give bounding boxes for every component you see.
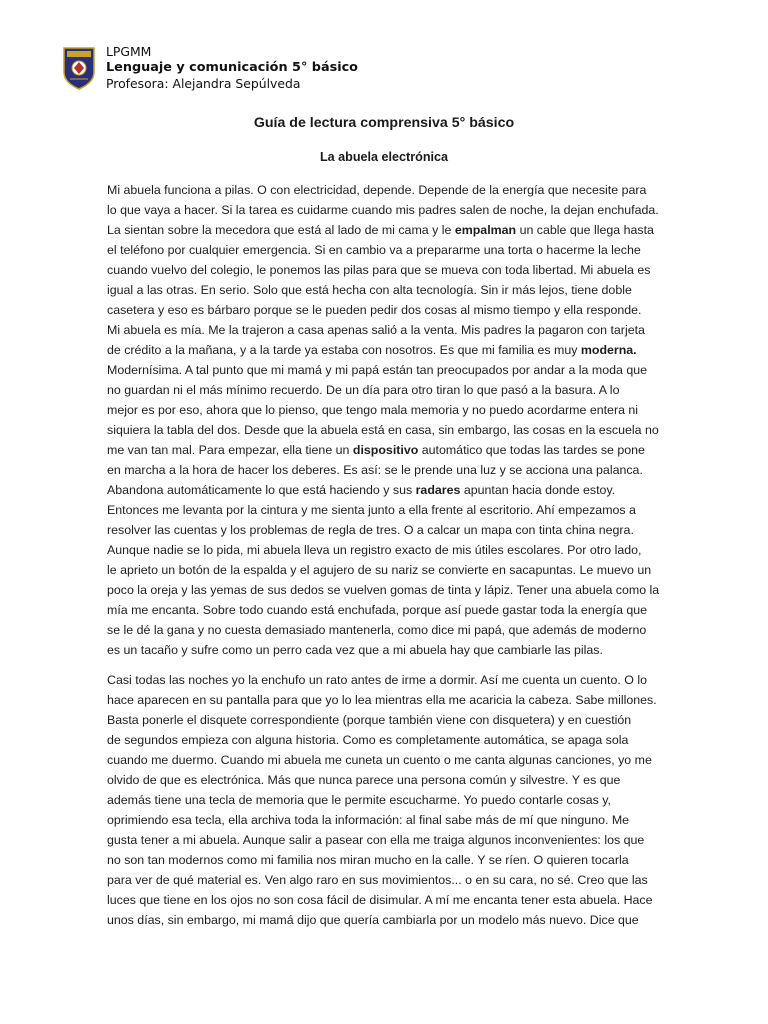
text-line [107,200,663,220]
school-crest-icon [62,46,96,90]
text-segment: Mi abuela funciona a pilas. O con electricidad, depende. Depende de la energía que necesite para [107,183,647,197]
text-segment: Abandona automáticamente lo que está haciendo y sus [107,483,416,497]
text-segment: Modernísima. A tal punto que mi mamá y mi papá están tan preocupados por andar a la moda que [107,363,648,377]
text-line [107,850,663,870]
text-segment: mía me encanta. Sobre todo cuando está enchufada, porque así puede gastar toda la energía que [107,603,648,617]
school-info [106,44,358,92]
text-line [107,810,663,830]
text-segment: cuando vuelvo del colegio, le ponemos las pilas para que se mueva con toda libertad. Mi abuela es [107,263,651,277]
text-segment: Aunque nadie se lo pida, mi abuela lleva un registro exacto de mis útiles escolares. Por otro lado, [107,543,642,557]
text-segment: casetera y eso es bárbaro porque se le pueden pedir dos cosas al mismo tiempo y ella responde. [107,303,642,317]
text-line [107,890,663,910]
text-segment: apuntan hacia donde estoy. [460,483,616,497]
text-line [107,460,663,480]
text-line [107,710,663,730]
bold-keyword: dispositivo [352,443,419,457]
teacher-name: Profesora: Alejandra Sepúlveda [106,76,301,91]
text-line [107,730,663,750]
text-line [107,340,663,360]
text-line [107,910,663,930]
text-line [107,500,663,520]
text-line [107,520,663,540]
text-segment: me van tan mal. Para empezar, ella tiene un [107,443,353,457]
text-segment: además tiene una tecla de memoria que le permite escucharme. Yo puedo contarle cosas y, [107,793,611,807]
text-line [107,620,663,640]
text-line [107,640,663,660]
text-segment: Basta ponerle el disquete correspondiente (porque también viene con disquetera) y en cuestión [107,713,632,727]
text-line [107,360,663,380]
story-body [107,180,663,940]
story-paragraph [107,180,663,660]
text-segment: oprimiendo esa tecla, ella archiva toda la información: al final sabe más de mí que ninguno. Me [107,813,630,827]
text-line [107,670,663,690]
text-segment: Casi todas las noches yo la enchufo un rato antes de irme a dormir. Así me cuenta un cuento. O lo [107,673,647,687]
text-line [107,770,663,790]
text-segment: igual a las otras. En serio. Solo que está hecha con alta tecnología. Sin ir más lejos, tiene doble [107,283,632,297]
text-segment: no guardan ni el más mínimo recuerdo. De un día para otro tiran lo que pasó a la basura. A lo [107,383,620,397]
text-line [107,380,663,400]
text-segment: luces que tiene en los ojos no son cosa fácil de disimular. A mí me encanta tener esta abuela. Hace [107,893,653,907]
bold-keyword: moderna. [580,343,637,357]
text-segment: le aprieto un botón de la espalda y el agujero de su nariz se convierte en sacapuntas. Le muevo un [107,563,652,577]
text-line [107,830,663,850]
text-line [107,480,663,500]
text-segment: no son tan modernos como mi familia nos miran mucho en la calle. Y se ríen. O quieren tocarla [107,853,629,867]
text-segment: hace aparecen en su pantalla para que yo lo lea mientras ella me acaricia la cabeza. Sabe millones. [107,693,657,707]
text-line [107,220,663,240]
text-line [107,320,663,340]
page-title: Guía de lectura comprensiva 5° básico [253,115,515,131]
bold-keyword: radares [415,483,461,497]
bold-keyword: empalman [454,223,517,237]
text-segment: Mi abuela es mía. Me la trajeron a casa apenas salió a la venta. Mis padres la pagaron con tarjeta [107,323,645,337]
text-line [107,180,663,200]
story-title: La abuela electrónica [319,150,449,164]
text-line [107,260,663,280]
text-line [107,420,663,440]
text-segment: de segundos empieza con alguna historia. Como es completamente automática, se apaga sola [107,733,629,747]
text-segment: el teléfono por cualquier emergencia. Si en cambio va a prepararme una torta o hacerme la leche [107,243,641,257]
text-line [107,240,663,260]
text-segment: gusta tener a mi abuela. Aunque salir a pasear con ella me traiga algunos inconvenientes: los que [107,833,645,847]
text-segment: unos días, sin embargo, mi mamá dijo que quería cambiarla por un modelo más nuevo. Dice que [107,913,639,927]
text-segment: Entonces me levanta por la cintura y me sienta junto a ella frente al escritorio. Ahí empezamos a [107,503,636,517]
text-segment: en marcha a la hora de hacer los deberes. Es así: se le prende una luz y se acciona una palanca. [107,463,643,477]
text-segment: para ver de qué material es. Ven algo raro en sus movimientos... o en su cara, no sé. Creo que las [107,873,648,887]
text-line [107,300,663,320]
story-paragraph [107,670,663,930]
text-segment: automático que todas las tardes se pone [418,443,645,457]
text-line [107,600,663,620]
text-line [107,540,663,560]
text-segment: un cable que llega hasta [516,223,654,237]
text-segment: de crédito a la mañana, y a la tarde ya estaba con nosotros. Es que mi familia es muy [107,343,581,357]
text-line [107,560,663,580]
document-header [62,44,358,92]
text-segment: lo que vaya a hacer. Si la tarea es cuidarme cuando mis padres salen de noche, la dejan enchufada. [107,203,659,217]
text-segment: cuando me duermo. Cuando mi abuela me cuneta un cuento o me canta algunas canciones, yo me [107,753,652,767]
text-line [107,280,663,300]
text-line [107,790,663,810]
subject-title: Lenguaje y comunicación 5° básico [106,60,358,75]
text-segment: resolver las cuentas y los problemas de regla de tres. O a calcar un mapa con tinta china negra. [107,523,634,537]
text-segment: olvido de que es electrónica. Más que nunca parece una persona común y silvestre. Y es que [107,773,621,787]
text-segment: poco la oreja y las yemas de sus dedos se vuelven gomas de tinta y lápiz. Tener una abuela como la [107,583,660,597]
text-line [107,440,663,460]
text-line [107,580,663,600]
school-name: LPGMM [106,44,152,59]
text-segment: es un tacaño y sufre como un perro cada vez que a mi abuela hay que cambiarle las pilas. [107,643,603,657]
text-segment: La sientan sobre la mecedora que está al lado de mi cama y le [107,223,455,237]
text-segment: siquiera la tabla del dos. Desde que la abuela está en casa, sin embargo, las cosas en la escuela no [107,423,659,437]
text-line [107,750,663,770]
text-line [107,400,663,420]
text-line [107,870,663,890]
text-segment: se le dé la gana y no cuesta demasiado mantenerla, como dice mi papá, que además de moderno [107,623,647,637]
text-line [107,690,663,710]
text-segment: mejor es por eso, ahora que lo pienso, que tengo mala memoria y no puedo acordarme entera ni [107,403,639,417]
